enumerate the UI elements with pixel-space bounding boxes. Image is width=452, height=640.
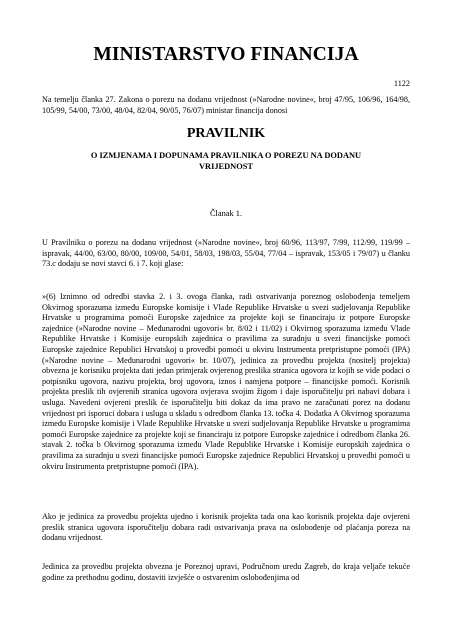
reporting-paragraph: Jedinica za provedbu projekta obvezna je Poreznoj upravi, Područnom uredu Zagreb, do kraja veljače tekuće godine za prethodnu godinu, dostaviti izvješće o ostvarenim oslobođenjima od (42, 562, 410, 582)
document-number: 1122 (393, 79, 410, 88)
regulation-title: PRAVILNIK (186, 126, 266, 141)
condition-paragraph: Ako je jedinica za provedbu projekta ujedno i korisnik projekta tada ona kao korisnik projekta daje ovjereni preslik stranica ugovora isporučitelju dobara radi ostvarivanja prava na oslobođenje od plaćanja poreza na dodanu vrijednost. (42, 512, 410, 543)
regulation-subtitle: O IZMJENAMA I DOPUNAMA PRAVILNIKA O POREZU NA DODANU VRIJEDNOST (90, 151, 362, 171)
amendment-paragraph: U Pravilniku o porezu na dodanu vrijednost (»Narodne novine«, broj 60/96, 113/97, 7/99, 112/99, 119/99 – ispravak, 44/00, 63/00, 80/00, 109/00, 54/01, 58/03, 198/03, 55/04, 77/04 – ispravak, 153/05 i 79/07) u članku 73.c dodaju se novi stavci 6. i 7. koji glase: (42, 238, 410, 269)
ministry-heading: MINISTARSTVO FINANCIJA (93, 44, 359, 65)
quoted-paragraph-6: »(6) Iznimno od odredbi stavka 2. i 3. ovoga članka, radi ostvarivanja poreznog oslobođenja temeljem Okvirnog sporazuma između Europske komisije i Vlade Republike Hrvatske u svezi sudjelovanja Republike Hrvatske u programima pomoći Europske zajednice za projekte koji se financiraju iz potpore Europske zajednice (»Narodne novine – Međunarodni ugovori« br. 8/02 i 11/02) i Okvirnog sporazuma između Vlade Republike Hrvatske i Komisije europskih zajednica o pravilima za suradnju u svezi financijske pomoći Europske zajednice Republici Hrvatskoj u provedbi pomoći u okviru Instrumenta pretpristupne pomoći (IPA) (»Narodne novine – Međunarodni ugovori« br. 10/07), jedinica za provedbu projekta (nositelj projekta) obvezna je korisniku projekta dati jedan primjerak ovjerenog preslika stranica ugovora iz kojih se vide podaci o potpisniku ugovora, nazivu projekta, broj ugovora, iznos i namjena potpore – financijske pomoći. Korisnik projekta preslik tih ovjerenih stranica ugovora ovjerava svojim žigom i daje isporučitelju pri nabavi dobara i usluga. Navedeni ovjereni preslik će isporučitelju biti dokaz da ima pravo ne zaračunati porez na dodanu vrijednost pri isporuci dobara i usluga u skladu s odredbom članka 13. točka 4. Dodatka A Okvirnog sporazuma između Europske komisije i Vlade Republike Hrvatske u svezi sudjelovanja Republike Hrvatske u programima pomoći Europske zajednice za projekte koji se financiraju iz potpore Europske zajednice i odredbom članka 26. stavak 2. točka b Okvirnog sporazuma između Vlade Republike Hrvatske i Komisije europskih zajednica o pravilima za suradnju u svezi financijske pomoći Europske zajednice Republici Hrvatskoj u provedbi pomoći u okviru Instrumenta pretpristupne pomoći (IPA). (42, 292, 410, 471)
intro-paragraph: Na temelju članka 27. Zakona o porezu na dodanu vrijednost (»Narodne novine«, broj 47/95, 106/96, 164/98, 105/99, 54/00, 73/00, 48/04, 82/04, 90/05, 76/07) ministar financija donosi (42, 95, 410, 115)
article-heading: Članak 1. (209, 209, 243, 218)
